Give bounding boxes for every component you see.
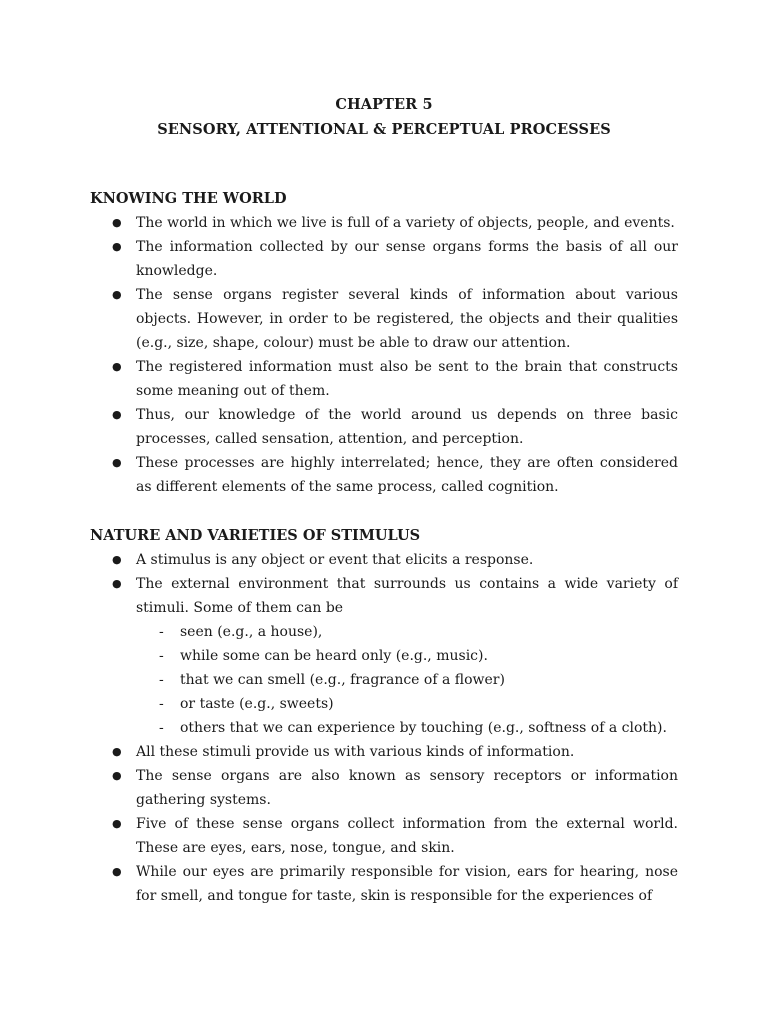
- list-item: ● A stimulus is any object or event that elicits a response.: [90, 548, 678, 572]
- list-item: ● While our eyes are primarily responsible for vision, ears for hearing, nose for smell, and tongue for taste, skin is responsible for the experiences of: [90, 860, 678, 908]
- sub-list: [136, 620, 678, 740]
- bullet-list: [90, 211, 678, 499]
- section-nature-of-stimulus: [90, 524, 678, 908]
- sub-list-item: - seen (e.g., a house),: [136, 620, 678, 644]
- chapter-number: CHAPTER 5: [335, 96, 433, 113]
- list-item: ● The information collected by our sense organs forms the basis of all our knowledge.: [90, 235, 678, 283]
- chapter-header: [0, 92, 768, 142]
- list-item: ● These processes are highly interrelated; hence, they are often considered as different elements of the same process, called cognition.: [90, 451, 678, 499]
- list-item: ● The world in which we live is full of a variety of objects, people, and events.: [90, 211, 678, 235]
- sub-list-item: - or taste (e.g., sweets): [136, 692, 678, 716]
- bullet-list: [90, 548, 678, 908]
- list-item: ● Five of these sense organs collect information from the external world. These are eyes, ears, nose, tongue, and skin.: [90, 812, 678, 860]
- list-item: ● The sense organs are also known as sensory receptors or information gathering systems.: [90, 764, 678, 812]
- section-heading: KNOWING THE WORLD: [90, 190, 287, 207]
- list-item: ● All these stimuli provide us with various kinds of information.: [90, 740, 678, 764]
- sub-list-item: - that we can smell (e.g., fragrance of a flower): [136, 668, 678, 692]
- list-item: ● Thus, our knowledge of the world around us depends on three basic processes, called sensation, attention, and perception.: [90, 403, 678, 451]
- sub-list-item: - while some can be heard only (e.g., music).: [136, 644, 678, 668]
- section-heading: NATURE AND VARIETIES OF STIMULUS: [90, 527, 421, 544]
- list-item: [90, 572, 678, 740]
- section-knowing-the-world: [90, 187, 678, 499]
- chapter-title: SENSORY, ATTENTIONAL & PERCEPTUAL PROCESSES: [157, 121, 611, 138]
- list-item: ● The sense organs register several kinds of information about various objects. However, in order to be registered, the objects and their qualities (e.g., size, shape, colour) must be able to draw our attention.: [90, 283, 678, 355]
- list-item: ● The registered information must also be sent to the brain that constructs some meaning out of them.: [90, 355, 678, 403]
- list-item-text: The external environment that surrounds us contains a wide variety of stimuli. Some of them can be: [136, 576, 678, 616]
- sub-list-item: - others that we can experience by touching (e.g., softness of a cloth).: [136, 716, 678, 740]
